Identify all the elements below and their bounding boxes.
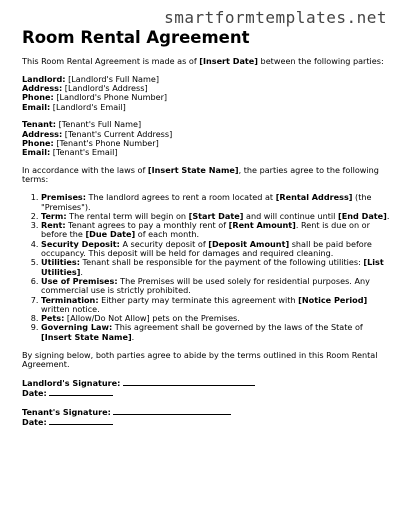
term-text: [Allow/Do Not Allow] pets on the Premises.: [64, 313, 240, 324]
term-item: [41, 323, 392, 342]
term-item: [41, 258, 392, 277]
term-text: . Rent is due on or before the: [41, 220, 370, 240]
term-label: Governing Law:: [41, 322, 113, 333]
tenant-block: [22, 120, 392, 157]
term-text: Tenant agrees to pay a monthly rent of: [65, 220, 229, 231]
term-text: This agreement shall be governed by the laws of the State of: [112, 322, 363, 333]
tenant-name-label: Tenant:: [22, 119, 57, 130]
landlord-name-value: [Landlord's Full Name]: [65, 73, 159, 84]
term-item: [41, 240, 392, 259]
term-text: The rental term will begin on: [66, 210, 189, 221]
term-text: written notice.: [41, 303, 100, 314]
term-label: Security Deposit:: [41, 238, 120, 249]
term-field: [Rent Amount]: [228, 220, 296, 231]
term-label: Termination:: [41, 294, 99, 305]
tenant-date-label: Date:: [22, 417, 47, 427]
landlord-email-label: Email:: [22, 101, 51, 112]
intro-text: This Room Rental Agreement is made as of: [22, 56, 200, 66]
term-text: A security deposit of: [119, 238, 209, 249]
laws-text-end: , the parties agree to the following terms:: [22, 165, 379, 185]
agreement-body: [22, 57, 392, 436]
tenant-address-value: [Tenant's Current Address]: [62, 128, 173, 139]
landlord-email-line: [22, 103, 392, 112]
term-item: [41, 296, 392, 315]
landlord-address-label: Address:: [22, 83, 63, 94]
term-field: [Deposit Amount]: [208, 238, 290, 249]
term-text: Either party may terminate this agreement with: [98, 294, 299, 305]
intro-text-end: between the following parties:: [257, 56, 384, 66]
tenant-signature-block: [22, 407, 392, 428]
term-field: [Notice Period]: [298, 294, 368, 305]
landlord-date-label: Date:: [22, 387, 47, 398]
laws-paragraph: [22, 166, 392, 185]
term-field: [End Date]: [338, 210, 387, 221]
tenant-signature-line: [22, 407, 392, 417]
landlord-block: [22, 75, 392, 112]
term-label: Pets:: [41, 313, 65, 324]
tenant-date-line: [22, 417, 392, 427]
term-text: .: [386, 210, 390, 221]
landlord-name-label: Landlord:: [22, 73, 66, 84]
tenant-signature-label: Tenant's Signature:: [22, 406, 111, 417]
landlord-date-field[interactable]: [49, 388, 113, 396]
tenant-signature-field[interactable]: [113, 407, 231, 415]
term-item: [41, 277, 392, 296]
terms-list: [22, 193, 392, 342]
term-text: .: [80, 266, 83, 277]
term-label: Premises:: [41, 192, 86, 203]
term-text: Tenant shall be responsible for the payment of the following utilities:: [79, 257, 364, 268]
laws-text: In accordance with the laws of: [22, 165, 148, 176]
term-label: Term:: [41, 210, 67, 221]
term-field: [List Utilities]: [41, 257, 384, 277]
term-label: Use of Premises:: [41, 275, 118, 286]
tenant-email-label: Email:: [22, 147, 51, 158]
landlord-date-line: [22, 388, 392, 398]
landlord-signature-line: [22, 378, 392, 388]
laws-state-field: [Insert State Name]: [147, 165, 239, 176]
landlord-signature-field[interactable]: [123, 378, 255, 386]
site-watermark: smartformtemplates.net: [164, 8, 387, 27]
intro-date-field: [Insert Date]: [199, 56, 258, 66]
term-label: Rent:: [41, 220, 66, 231]
tenant-name-value: [Tenant's Full Name]: [56, 119, 142, 130]
intro-paragraph: [22, 57, 392, 66]
landlord-email-value: [Landlord's Email]: [50, 101, 126, 112]
term-text: and will continue until: [243, 210, 338, 221]
tenant-address-label: Address:: [22, 128, 63, 139]
landlord-signature-label: Landlord's Signature:: [22, 377, 121, 388]
term-field: [Rental Address]: [275, 192, 353, 203]
landlord-signature-block: [22, 378, 392, 399]
tenant-phone-value: [Tenant's Phone Number]: [53, 138, 159, 149]
term-text: of each month.: [135, 229, 200, 240]
tenant-email-value: [Tenant's Email]: [50, 147, 118, 158]
page-title: Room Rental Agreement: [22, 28, 250, 47]
term-text: .: [131, 331, 135, 342]
term-text: The landlord agrees to rent a room located at: [85, 192, 276, 203]
tenant-email-line: [22, 148, 392, 157]
term-field: [Start Date]: [188, 210, 244, 221]
landlord-address-value: [Landlord's Address]: [62, 83, 148, 94]
term-text: The Premises will be used solely for residential purposes. Any commercial use is strictly prohibited.: [41, 275, 370, 296]
term-field: [Insert State Name]: [41, 331, 132, 342]
term-field: [Due Date]: [85, 229, 136, 240]
term-item: [41, 193, 392, 212]
landlord-phone-label: Phone:: [22, 92, 54, 103]
tenant-date-field[interactable]: [49, 417, 113, 425]
landlord-phone-value: [Landlord's Phone Number]: [53, 92, 168, 103]
term-text: (the "Premises").: [41, 192, 372, 212]
closing-paragraph: By signing below, both parties agree to abide by the terms outlined in this Room Rental Agreement.: [22, 349, 378, 369]
term-item: [41, 221, 392, 240]
tenant-phone-label: Phone:: [22, 138, 54, 149]
term-label: Utilities:: [41, 257, 80, 268]
term-text: shall be paid before occupancy. This deposit will be held for damages and required cleaning.: [41, 238, 372, 259]
